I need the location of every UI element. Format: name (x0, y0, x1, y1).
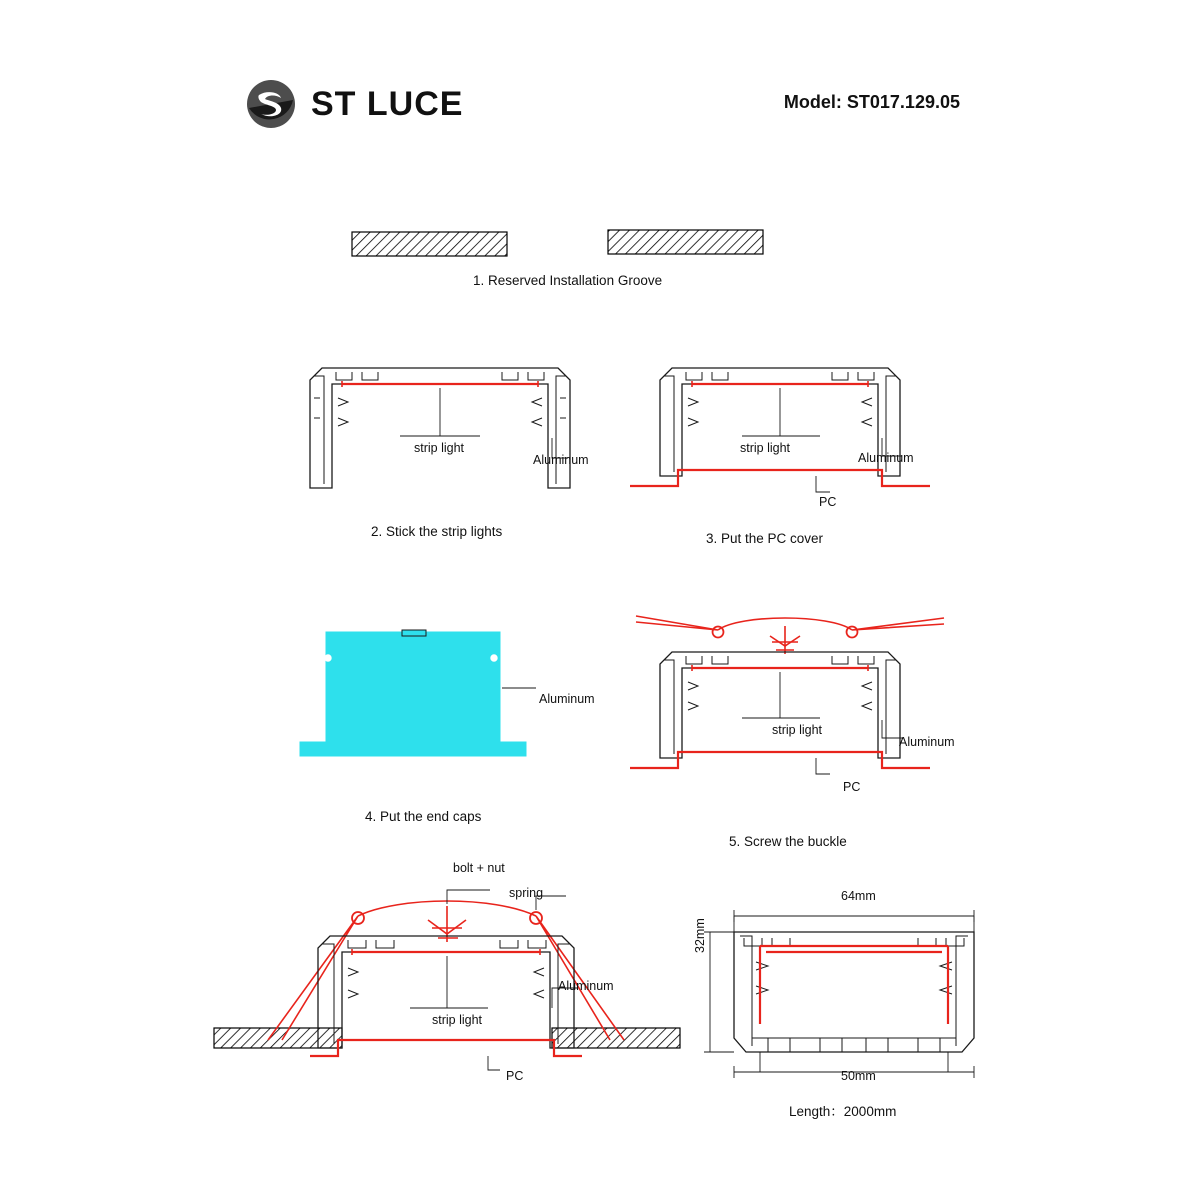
label-strip-light-step-5: strip light (772, 723, 823, 737)
groove-right-wall (608, 230, 763, 254)
label-strip-light-step-2: strip light (414, 441, 465, 455)
caption-step-5: 5. Screw the buckle (729, 834, 847, 849)
label-strip-light-step-6: strip light (432, 1013, 483, 1027)
page-header (0, 78, 1200, 138)
caption-step-4: 4. Put the end caps (365, 809, 482, 824)
caption-step-1: 1. Reserved Installation Groove (473, 273, 663, 288)
label-pc-step-3: PC (819, 495, 837, 509)
dim-width-outer: 64mm (841, 889, 876, 903)
label-aluminum-step-3: Aluminum (858, 451, 914, 465)
brand-name: ST LUCE (311, 85, 464, 123)
figure-step-5 (630, 606, 960, 806)
label-aluminum-step-2: Aluminum (533, 453, 589, 467)
groove-left-wall (352, 232, 507, 256)
brand (245, 78, 463, 130)
label-aluminum-step-6: Aluminum (558, 979, 614, 993)
label-pc-step-6: PC (506, 1069, 524, 1083)
stluce-circle-logo-icon (245, 78, 297, 130)
figure-step-3 (630, 358, 930, 508)
label-aluminum-step-4: Aluminum (539, 692, 595, 706)
model-label: Model: ST017.129.05 (783, 92, 960, 112)
label-aluminum-step-5: Aluminum (899, 735, 955, 749)
label-spring: spring (509, 886, 544, 900)
caption-step-2: 2. Stick the strip lights (371, 524, 503, 539)
figure-step-2 (300, 358, 580, 498)
wall-left (214, 1028, 342, 1048)
dim-length: Length：2000mm (789, 1104, 897, 1119)
label-bolt-nut: bolt + nut (453, 861, 505, 875)
label-pc-step-5: PC (843, 780, 861, 794)
caption-step-3: 3. Put the PC cover (706, 531, 824, 546)
wall-right (552, 1028, 680, 1048)
figure-step-1 (340, 222, 780, 272)
dim-width-inner: 50mm (841, 1069, 876, 1083)
figure-dimensions (690, 886, 990, 1106)
label-strip-light-step-3: strip light (740, 441, 791, 455)
dim-height: 32mm (693, 918, 707, 953)
